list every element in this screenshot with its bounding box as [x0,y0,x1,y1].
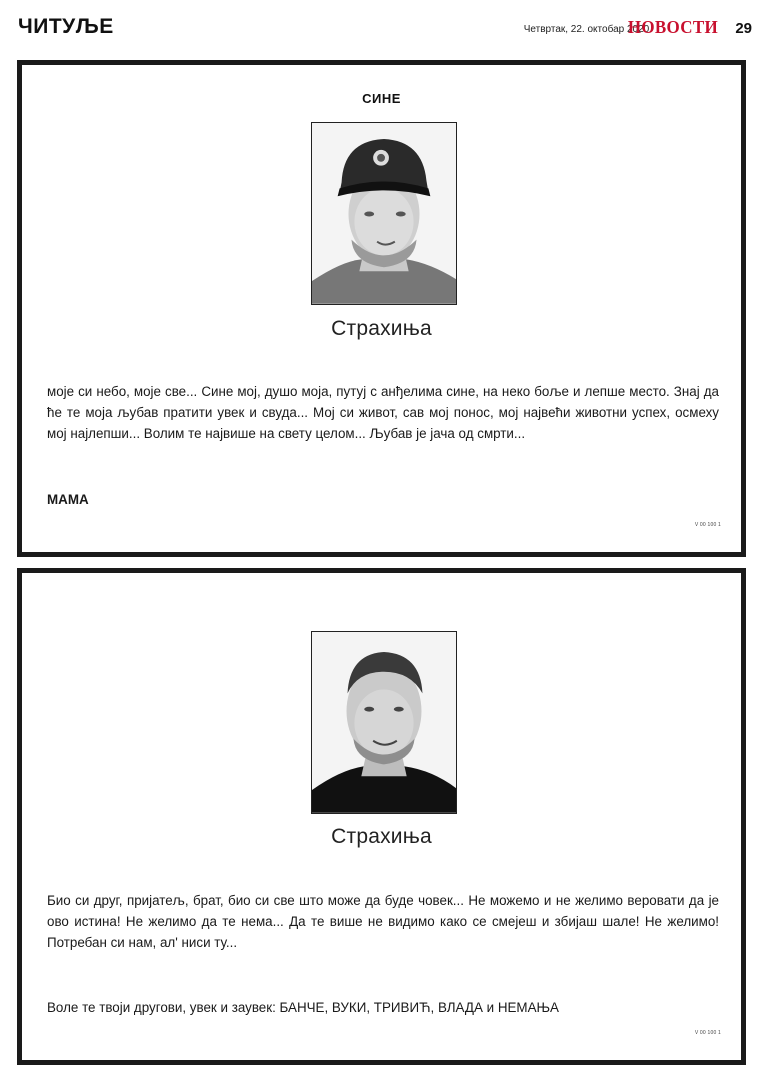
notice-signature: Воле те твоји другови, увек и заувек: БАНЧЕ, ВУКИ, ТРИВИЋ, ВЛАДА и НЕМАЊА [47,1000,559,1015]
portrait-photo [311,122,457,305]
portrait-man-image [312,632,456,813]
page-header [0,0,770,56]
publication-date: Четвртак, 22. октобар 2020. [523,24,652,35]
notice-kicker: СИНЕ [362,91,401,106]
notice-signature: МАМА [47,492,89,507]
ad-code: V 00 100 1 [694,522,721,528]
page-number: 29 [735,20,752,37]
newspaper-masthead: НОВОСТИ [627,17,718,38]
portrait-photo [311,631,457,814]
deceased-name: Страхиња [331,825,432,848]
section-title: ЧИТУЉЕ [18,15,114,38]
ad-code: V 00 100 1 [694,1030,721,1036]
obituary-notice [17,60,746,557]
obituary-notice [17,568,746,1065]
portrait-cap-man-image [312,123,456,304]
deceased-name: Страхиња [331,317,432,340]
notice-text: моје си небо, моје све... Сине мој, душо моја, путуј с анђелима сине, на неко боље и лепше место. Знај да ће те моја љубав пратити увек и свуда... Мој си живот, сав мој понос, мој највећи животни успех, осмеху мој најлепши... Волим те највише на свету целом... Љубав је јача од смрти... [47,384,719,441]
notice-text: Био си друг, пријатељ, брат, био си све што може да буде човек... Не можемо и не желимо веровати да је ово истина! Не желимо да те нема... Да те више не видимо како се смејеш и збијаш шале! Не желимо! Потребан си нам, ал' ниси ту... [47,893,719,950]
